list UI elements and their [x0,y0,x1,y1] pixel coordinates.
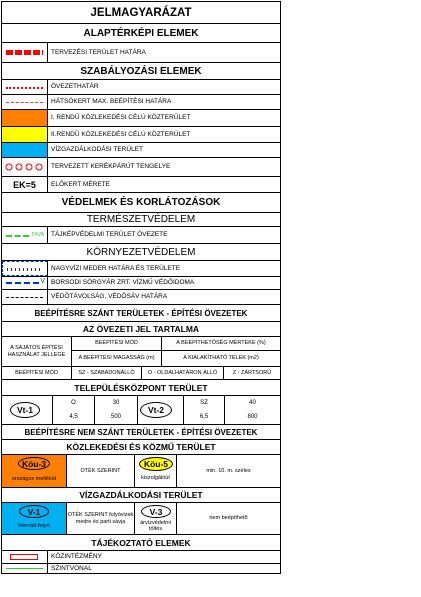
zone-table [2,337,280,380]
zone-height: A BEÉPÍTÉSI MAGASSÁG (m) [72,351,162,366]
planning-boundary-label: TERVEZÉSI TERÜLET HATÁRA [51,49,146,56]
v1-desc: OTÉK SZERINT folyóvizek medre és parti sávja [67,512,134,525]
legend-frame [1,1,281,574]
water-area-swatch [2,143,48,157]
front-garden-symbol: EK=5 [2,177,48,192]
borsodi-v-icon: V [40,278,45,285]
planning-boundary-swatch [2,43,48,62]
institution-swatch [2,551,48,563]
contour-label: SZINTVONAL [51,565,92,572]
vt2-mode: SZ [200,399,208,406]
kou3-background [2,455,66,487]
section-environment: KÖRNYEZETVÉDELEM [2,244,280,261]
legend-row-rear-garden [2,95,280,110]
section-regulation: SZABÁLYOZÁSI ELEMEK [2,63,280,80]
rear-garden-label: HÁTSÓKERT MAX. BEÉPÍTÉSI HATÁRA [51,98,172,105]
cycle-circles-icon [2,158,48,177]
zone-boundary-label: ÖVEZETHATÁR [51,83,99,90]
road2-swatch [2,127,48,142]
water-zones [2,503,280,535]
section-zone-content: AZ ÖVEZETI JEL TARTALMA [2,322,280,337]
v3-name: árvízvédelmi töltés [140,519,171,532]
vt2-coverage: 40 [249,399,256,406]
road1-label: I. RENDŰ KÖZLEKEDÉSI CÉLÚ KÖZTERÜLET [51,114,191,121]
flood-swatch [2,261,48,276]
section-nature: TERMÉSZETVÉDELEM [2,213,280,227]
v1-background [2,503,66,534]
kou3-name: országos mellékút [11,475,57,482]
v1-symbol: V-1 [19,505,49,518]
zone-mode-z: Z - ZÁRTSORÚ [232,369,272,376]
vt1-lot: 500 [110,413,121,420]
section-built: BEÉPÍTÉSRE SZÁNT TERÜLETEK - ÉPÍTÉSI ÖVEZETEK [2,305,280,322]
section-center: TELEPÜLÉSKÖZPONT TERÜLET [2,380,280,396]
contour-swatch [2,564,48,573]
section-base: ALAPTÉRKÉPI ELEMEK [2,24,280,43]
vt2-height: 6,5 [199,413,209,420]
legend-title: JELMAGYARÁZAT [2,2,280,24]
front-garden-label: ELŐKERT MÉRETE [51,181,110,188]
section-transport: KÖZLEKEDÉSI ÉS KÖZMŰ TERÜLET [2,440,280,455]
zone-mode-o: O - OLDALHATÁRON ÁLLÓ [142,367,224,379]
zone-lot: A KIALAKÍTHATÓ TELEK (m2) [183,355,259,362]
legend-row-landscape [2,227,280,244]
landscape-label: TÁJKÉPVÉDELMI TERÜLET ÖVEZETE [51,231,168,238]
kou3-desc: OTÉK SZERINT [80,467,121,474]
cycle-label: TERVEZETT KERÉKPÁRÚT TENGELYE [51,163,171,170]
kou3-symbol: Köu-3 [18,457,50,470]
legend-row-borsodi [2,277,280,290]
protective-swatch [2,290,48,304]
vt1-height: 4,5 [69,413,78,420]
v3-desc: nem beépíthető [209,515,248,522]
kou5-desc: min. 10. m. széles [206,467,251,474]
flood-label: NAGYVÍZI MEDER HATÁRA ÉS TERÜLETE [51,265,181,272]
legend-row-planning-boundary [2,43,280,63]
legend-row-cycle [2,158,280,177]
vt1-symbol: Vt-1 [10,402,40,418]
legend-row-road1 [2,110,280,127]
landscape-swatch-text: TKVA [31,232,44,238]
vt1-coverage: 30 [112,399,120,406]
vt1-mode: O [71,399,76,406]
section-water: VÍZGAZDÁLKODÁSI TERÜLET [2,488,280,503]
landscape-swatch [2,227,48,243]
legend-row-front-garden [2,177,280,193]
legend-row-zone-boundary [2,80,280,95]
institution-rect-icon [10,554,38,560]
legend-row-flood [2,261,280,277]
zone-use-character: A SAJÁTOS ÉPÍTÉSI HASZNÁLAT JELLEGE [2,337,72,366]
vt2-symbol: Vt-2 [140,402,172,418]
kou5-symbol: Köu-5 [139,457,173,471]
water-area-label: VÍZGAZDÁLKODÁSI TERÜLET [51,146,143,153]
cycle-swatch [2,158,48,176]
legend-row-contour [2,564,280,573]
borsodi-label: BORSODI SÖRGYÁR ZRT. VÍZMŰ VÉDŐIDOMA [51,279,195,286]
zone-max-coverage: A BEÉPÍTHETŐSÉG MÉRTÉKE (%) [162,337,280,351]
legend-row-water-area [2,143,280,158]
center-zones [2,396,280,425]
road2-label: II.RENDŰ KÖZLEKEDÉSI CÉLÚ KÖZTERÜLET [51,131,191,138]
v1-name: Hernád-folyó [18,522,50,529]
zone-building-mode: BEÉPÍTÉSI MÓD [72,337,162,351]
v3-symbol: V-3 [141,505,171,518]
protective-label: VÉDŐTÁVOLSÁG, VÉDŐSÁV HATÁRA [51,293,168,300]
section-protection: VÉDELMEK ÉS KORLÁTOZÁSOK [2,193,280,213]
transport-zones [2,455,280,488]
borsodi-swatch [2,277,48,289]
legend-row-institution [2,551,280,564]
vt2-lot: 800 [247,413,258,420]
institution-label: KÖZINTÉZMÉNY [51,553,102,560]
rear-garden-swatch [2,95,48,109]
kou5-name: kiszolgálóút [141,474,170,481]
legend-row-road2 [2,127,280,143]
section-info: TÁJÉKOZTATÓ ELEMEK [2,535,280,551]
legend-row-protective [2,290,280,305]
zone-mode-sz: SZ - SZABADONÁLLÓ [72,367,142,379]
section-not-built: BEÉPÍTÉSRE NEM SZÁNT TERÜLETEK - ÉPÍTÉSI ÖVEZETEK [2,425,280,440]
zone-mode-label: BEÉPÍTÉSI MÓD [2,367,72,379]
zone-boundary-swatch [2,80,48,94]
road1-swatch [2,110,48,126]
